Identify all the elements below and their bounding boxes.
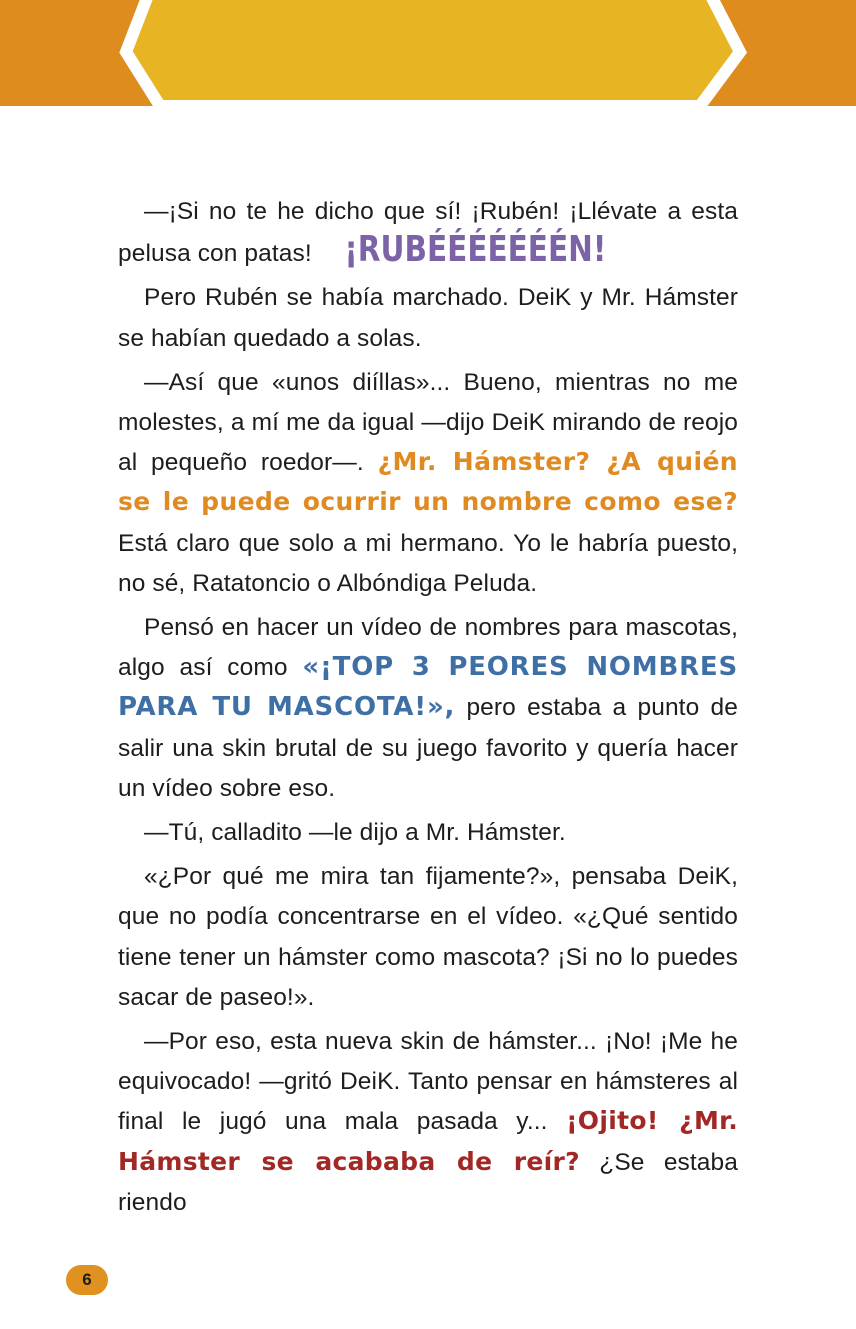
paragraph-text: —Así que «unos diíllas»... Bueno, mientras no me molestes, a mí me da igual —dijo DeiK mirando de reojo al pequeño roedor—. xyxy=(118,368,738,477)
paragraph xyxy=(118,608,738,809)
title-effect-text: «¡TOP 3 PEORES NOMBRES PARA TU MASCOTA!», xyxy=(118,652,738,723)
paragraph-text: —Por eso, esta nueva skin de hámster... ¡No! ¡Me he equivocado! —gritó DeiK. Tanto pensar en hámsteres al final le jugó una mala pasada y... xyxy=(118,1028,738,1136)
exclamation-effect-text: ¡Ojito! ¿Mr. Hámster se acababa de reír? xyxy=(118,1106,739,1176)
paragraph-text: pero estaba a punto de salir una skin brutal de su juego favorito y quería hacer un vídeo sobre eso. xyxy=(118,694,738,802)
paragraph xyxy=(118,1022,738,1223)
chapter-header-banner xyxy=(0,0,856,106)
paragraph-text: —Tú, calladito —le dijo a Mr. Hámster. xyxy=(144,819,566,847)
page-number-badge: 6 xyxy=(66,1265,108,1295)
shout-effect-text: ¡RUBÉÉÉÉÉÉÉN! xyxy=(343,229,606,271)
thought-effect-text: ¿Mr. Hámster? ¿A quién se le puede ocurrir un nombre como ese? xyxy=(118,447,738,517)
paragraph-text: Pero Rubén se había marchado. DeiK y Mr. Hámster se habían quedado a solas. xyxy=(118,284,738,352)
paragraph xyxy=(118,813,738,853)
paragraph-text: ¿Se estaba riendo xyxy=(118,1148,738,1216)
paragraph xyxy=(118,363,738,604)
paragraph xyxy=(118,192,738,274)
paragraph xyxy=(118,857,738,1018)
paragraph-text: —¡Si no te he dicho que sí! ¡Rubén! ¡Llévate a esta pelusa con patas! xyxy=(118,198,738,268)
paragraph-text: Pensó en hacer un vídeo de nombres para mascotas, algo así como xyxy=(118,614,738,682)
hexagon-banner-graphic xyxy=(0,0,856,106)
paragraph xyxy=(118,278,738,358)
paragraph-text: «¿Por qué me mira tan fijamente?», pensaba DeiK, que no podía concentrarse en el vídeo. «¿Qué sentido tiene tener un hámster como mascota? ¡Si no lo puedes sacar de paseo!». xyxy=(118,863,738,1011)
paragraph-text: Está claro que solo a mi hermano. Yo le habría puesto, no sé, Ratatoncio o Albóndiga Peluda. xyxy=(118,529,738,597)
story-text xyxy=(118,192,738,1227)
